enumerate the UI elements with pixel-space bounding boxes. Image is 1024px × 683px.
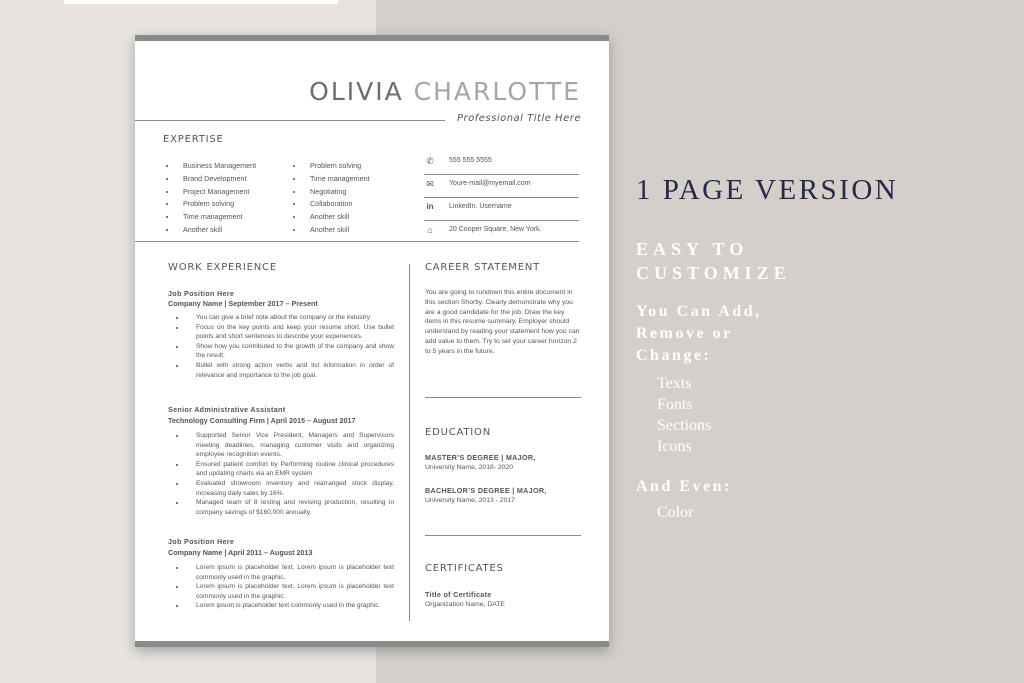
promo-you-line: Remove or: [636, 325, 733, 342]
skill-item: • Another skill: [304, 211, 370, 224]
job-bullets: [168, 563, 394, 611]
work-experience-heading: WORK EXPERIENCE: [168, 262, 277, 273]
skill-item: • Problem solving: [304, 160, 370, 173]
skill-item: • Collaboration: [304, 198, 370, 211]
section-divider: [135, 241, 579, 242]
education-heading: EDUCATION: [425, 427, 491, 438]
promo-you-line: You Can Add,: [636, 303, 762, 320]
job-bullets: [168, 431, 394, 517]
education-divider: [425, 535, 581, 536]
last-name: CHARLOTTE: [413, 77, 581, 106]
contact-phone: [424, 151, 579, 175]
first-name: OLIVIA: [309, 77, 404, 106]
bullet-item: • Lorem ipsum is placeholder text. Lorem ipsum is placeholder text commonly used in the graphic.: [186, 563, 394, 582]
job-position: Senior Administrative Assistant: [168, 405, 286, 414]
contact-email: [424, 174, 579, 198]
professional-title: Professional Title Here: [456, 113, 581, 124]
degree-title: BACHELOR’S DEGREE | MAJOR,: [425, 486, 547, 495]
address-text: 20 Cooper Square, New York.: [449, 226, 542, 233]
certificate-entry: [425, 590, 581, 608]
job-position: Job Position Here: [168, 289, 235, 298]
skill-item: • Project Management: [177, 186, 256, 199]
skill-item: • Another skill: [177, 224, 256, 237]
contact-linkedin: [424, 197, 579, 221]
bullet-item: • Managed team of 8 testing and revising production, resulting in company savings of $160,000 annually.: [186, 498, 394, 517]
degree-title: MASTER’S DEGREE | MAJOR,: [425, 453, 536, 462]
school-name: University Name, 2018- 2020: [425, 464, 514, 471]
promo-color: Color: [657, 504, 694, 521]
expertise-heading: EXPERTISE: [163, 134, 224, 145]
promo-heading: 1 PAGE VERSION: [636, 174, 899, 206]
job-position: Job Position Here: [168, 537, 235, 546]
skills-column-2: [290, 160, 370, 237]
skills-column-1: [163, 160, 256, 237]
bullet-item: • Ensured patient comfort by Performing routine clinical procedures and updating charts via an EMR system: [186, 460, 394, 479]
certificate-org: Organization Name, DATE: [425, 601, 505, 608]
skill-item: • Negotiating: [304, 186, 370, 199]
phone-text: 555 555 5555: [449, 157, 492, 164]
skill-item: • Time management: [177, 211, 256, 224]
bullet-item: • Evaluated showroom inventory and rearranged stock display, increasing daily sales by 16%.: [186, 479, 394, 498]
linkedin-icon: in: [426, 202, 434, 211]
linkedin-text: LinkedIn. Username: [449, 203, 512, 210]
bullet-item: • Lorem ipsum is placeholder text commonly used in the graphic.: [186, 601, 394, 611]
bullet-item: • Supported Senior Vice President, Managers and Supervisors meeting deadlines, managing customer visits and organizing employee recognition events.: [186, 431, 394, 460]
education-entry: [425, 486, 581, 504]
skill-item: • Problem solving: [177, 198, 256, 211]
promo-easy-line: EASY TO: [636, 239, 749, 259]
career-statement-text: You are going to rundown this entire document in this section Shortly. Clearly demonstrate why you are a good candidate for the job. Draw the key items in this resume summary. Employer should understand by reading your statement how you can add value to them. Try to set your career horizon 2 to 5 years in the future.: [425, 289, 580, 355]
background-top-strip: [64, 0, 338, 4]
career-statement-heading: CAREER STATEMENT: [425, 262, 541, 273]
promo-option: Sections: [657, 417, 712, 434]
career-divider: [425, 397, 581, 398]
promo-easy-customize: [636, 237, 791, 285]
promo-options-list: [657, 373, 711, 457]
job-company: Company Name | April 2011 – August 2013: [168, 548, 313, 557]
education-entry: [425, 453, 581, 471]
resume-sheet: [135, 35, 609, 647]
bullet-item: • Lorem ipsum is placeholder text. Lorem ipsum is placeholder text commonly used in the graphic.: [186, 582, 394, 601]
column-divider: [409, 264, 410, 621]
promo-you-line: Change:: [636, 347, 712, 364]
contact-address: [424, 220, 579, 243]
bullet-item: • You can give a brief note about the company or the industry.: [186, 313, 394, 323]
school-name: University Name, 2013 - 2017: [425, 497, 515, 504]
promo-option: Texts: [657, 375, 692, 392]
certificates-heading: CERTIFICATES: [425, 563, 504, 574]
promo-you-can: [636, 301, 762, 367]
certificate-title: Title of Certificate: [425, 590, 492, 599]
promo-option: Fonts: [657, 396, 693, 413]
envelope-icon: ✉: [426, 179, 434, 189]
skill-item: • Time management: [304, 173, 370, 186]
phone-icon: ✆: [426, 156, 434, 166]
skill-item: • Another skill: [304, 224, 370, 237]
bullet-item: • Show how you contributed to the growth of the company and show the result.: [186, 342, 394, 361]
promo-option: Icons: [657, 438, 692, 455]
resume-name: [309, 77, 581, 106]
promo-and-even: And Even:: [636, 478, 732, 495]
sheet-bottom-bar: [135, 641, 609, 647]
job-company: Company Name | September 2017 – Present: [168, 299, 318, 308]
sheet-top-bar: [135, 35, 609, 41]
bullet-item: • Focus on the key points and keep your resume short. Use bullet points and short sentences to describe your experiences.: [186, 323, 394, 342]
skill-item: • Business Management: [177, 160, 256, 173]
name-divider: [135, 120, 445, 121]
job-company: Technology Consulting Firm | April 2015 – August 2017: [168, 416, 356, 425]
promo-easy-line: CUSTOMIZE: [636, 263, 791, 283]
email-text: Youre-mail@myemail.com: [449, 180, 531, 187]
home-icon: ⌂: [427, 225, 433, 235]
job-bullets: [168, 313, 394, 380]
bullet-item: • Bullet with strong action verbs and list information in order of relevance and importance to the job goal.: [186, 361, 394, 380]
skill-item: • Brand Development: [177, 173, 256, 186]
